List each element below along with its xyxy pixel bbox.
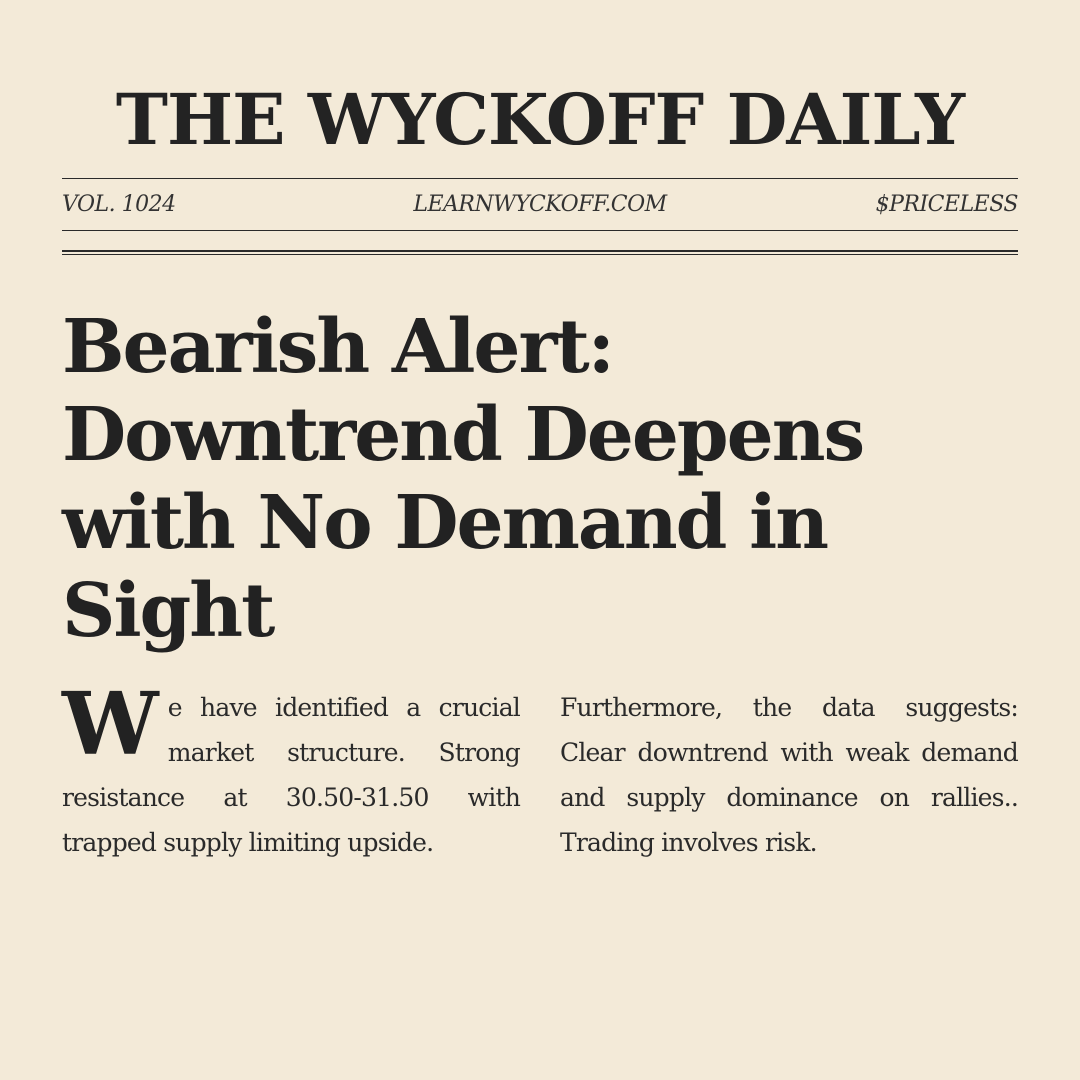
volume-label: VOL. 1024 — [62, 192, 176, 217]
masthead-bottom-rule — [62, 230, 1018, 231]
article-headline: Bearish Alert: Downtrend Deepens with No Demand in Sight — [62, 304, 864, 654]
masthead-title: THE WYCKOFF DAILY — [115, 78, 965, 161]
masthead-top-rule — [62, 178, 1018, 179]
drop-cap: W — [62, 674, 158, 775]
column-1-text: e have identified a crucial market structure. Strong resistance at 30.50-31.50 with trapped supply limiting upside. — [62, 693, 520, 857]
double-rule-thin — [62, 254, 1018, 255]
article-column-2 — [560, 685, 1018, 865]
website-label: LEARNWYCKOFF.COM — [413, 192, 667, 217]
newspaper-page — [62, 0, 1018, 1080]
article-body — [62, 674, 1018, 925]
price-label: $PRICELESS — [875, 192, 1018, 217]
column-2-text: Furthermore, the data suggests: Clear downtrend with weak demand and supply dominance on rallies.. Trading involves risk. — [560, 693, 1018, 857]
double-rule-thick — [62, 250, 1018, 252]
masthead-info-line — [62, 190, 1018, 220]
article-column-1 — [62, 674, 520, 865]
